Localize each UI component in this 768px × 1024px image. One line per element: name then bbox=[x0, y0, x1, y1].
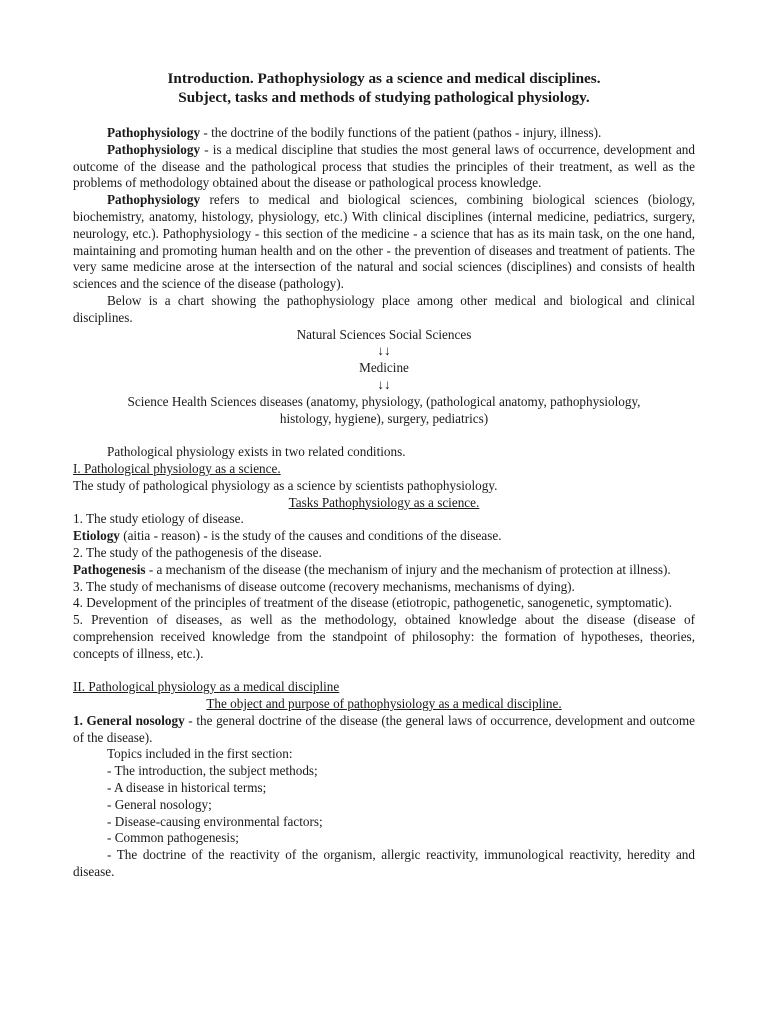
section2-subheading: The object and purpose of pathophysiology as a medical discipline. bbox=[206, 696, 562, 712]
intro-paragraph-4: Below is a chart showing the pathophysiology place among other medical and biological and clinical disciplines. bbox=[73, 292, 695, 325]
title-line-2: Subject, tasks and methods of studying pathological physiology. bbox=[178, 89, 590, 106]
document-title bbox=[73, 69, 695, 107]
chart-line-branches-cont: histology, hygiene), surgery, pediatrics) bbox=[279, 410, 489, 426]
spacer bbox=[73, 663, 695, 680]
intro-p2-text: - is a medical discipline that studies the most general laws of occurrence, development and outcome of the disease and the pathological process that studies the principles of their treatment, as well as the problems of methodology obtained about the disease or pathological process knowledge. bbox=[73, 141, 695, 191]
task-item-3: 3. The study of mechanisms of disease outcome (recovery mechanisms, mechanisms of dying). bbox=[73, 578, 575, 594]
task-item-2: 2. The study of the pathogenesis of the disease. bbox=[73, 544, 322, 560]
topics-lead: Topics included in the first section: bbox=[107, 746, 293, 762]
term-pathogenesis: Pathogenesis bbox=[73, 561, 146, 577]
task-item-1: 1. The study etiology of disease. bbox=[73, 511, 244, 527]
section2-heading: II. Pathological physiology as a medical discipline bbox=[73, 679, 340, 695]
topic-item: - Common pathogenesis; bbox=[107, 830, 239, 846]
topic-item: - The doctrine of the reactivity of the organism, allergic reactivity, immunological reactivity, heredity and disease. bbox=[73, 847, 695, 880]
term-pathophysiology: Pathophysiology bbox=[107, 192, 201, 208]
intro-p3-text: refers to medical and biological sciences, combining biological sciences (biology, biochemistry, anatomy, histology, physiology, etc.) With clinical disciplines (internal medicine, pediatrics, surgery, neurology, etc.). Pathophysiology - this section of the medicine - a science that has as its main task, on the one hand, maintaining and promoting human health and on the other - the prevention of diseases and treatment of patients. The very same medicine arose at the intersection of the natural and social sciences (disciplines) and consists of health sciences and the science of the disease (pathology). bbox=[73, 192, 695, 292]
intro-paragraph-1 bbox=[73, 125, 695, 142]
task-item-4: 4. Development of the principles of treatment of the disease (etiotropic, pathogenetic, sanogenetic, symptomatic). bbox=[73, 595, 673, 611]
section1-heading: I. Pathological physiology as a science. bbox=[73, 460, 281, 476]
chart-arrows-down: ↓↓ bbox=[377, 343, 391, 359]
pathogenesis-text: - a mechanism of the disease (the mechanism of injury and the mechanism of protection at illness). bbox=[145, 561, 671, 577]
nosology-definition bbox=[73, 713, 695, 747]
tasks-heading: Tasks Pathophysiology as a science. bbox=[288, 494, 480, 510]
pathogenesis-definition bbox=[73, 562, 695, 579]
topic-item: - General nosology; bbox=[107, 796, 212, 812]
term-general-nosology: 1. General nosology bbox=[73, 712, 185, 728]
section1-description: The study of pathological physiology as a science by scientists pathophysiology. bbox=[73, 477, 498, 493]
etiology-text: (aitia - reason) - is the study of the causes and conditions of the disease. bbox=[119, 528, 502, 544]
intro-paragraph-3 bbox=[73, 192, 695, 293]
title-line-1: Introduction. Pathophysiology as a science and medical disciplines. bbox=[167, 70, 601, 87]
chart-line-branches: Science Health Sciences diseases (anatomy, physiology, (pathological anatomy, pathophysiology, bbox=[127, 393, 641, 409]
etiology-definition bbox=[73, 528, 695, 545]
chart-line-sciences: Natural Sciences Social Sciences bbox=[296, 326, 472, 342]
term-pathophysiology: Pathophysiology bbox=[107, 141, 201, 157]
discipline-chart bbox=[73, 327, 695, 428]
chart-line-medicine: Medicine bbox=[359, 360, 409, 376]
term-etiology: Etiology bbox=[73, 528, 120, 544]
section1-lead: Pathological physiology exists in two related conditions. bbox=[107, 444, 406, 460]
spacer bbox=[73, 427, 695, 444]
topic-item: - The introduction, the subject methods; bbox=[107, 763, 318, 779]
topic-item: - A disease in historical terms; bbox=[107, 780, 267, 796]
topic-item: - Disease-causing environmental factors; bbox=[107, 813, 323, 829]
nosology-text: - the general doctrine of the disease (the general laws of occurrence, development and outcome of the disease). bbox=[73, 712, 695, 745]
intro-paragraph-2 bbox=[73, 142, 695, 192]
term-pathophysiology: Pathophysiology bbox=[107, 125, 201, 140]
task-item-5: 5. Prevention of diseases, as well as the methodology, obtained knowledge about the disease (disease of comprehension received knowledge from the standpoint of philosophy: the formation of hypotheses, theories, concepts of illness, etc.). bbox=[73, 612, 695, 661]
chart-arrows-down: ↓↓ bbox=[377, 376, 391, 392]
intro-p1-text: - the doctrine of the bodily functions of the patient (pathos - injury, illness). bbox=[200, 125, 602, 140]
